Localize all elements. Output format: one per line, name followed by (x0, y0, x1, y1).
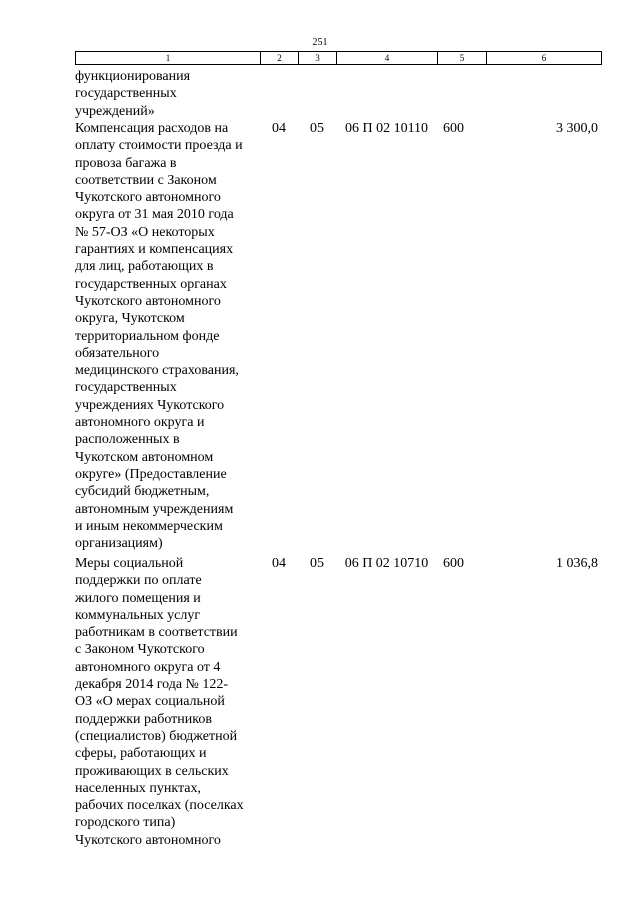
row-section: 04 (272, 556, 286, 571)
row-subsection: 05 (310, 556, 324, 571)
row-amount: 3 300,0 (556, 121, 598, 136)
row-expense-type: 600 (443, 121, 464, 136)
row-target-code (336, 68, 437, 120)
table-row (75, 555, 601, 849)
row-name: Меры социальной поддержки по оплате жилого помещения и коммунальных услуг работникам в соответствии с Законом Чукотского автономного округа от 4 декабря 2014 года № 122- ОЗ «О мерах социальной поддержки работников (специалистов) бюджетной сферы, работающих и проживающих в сельских населенных пунктах, рабочих поселках (поселках городского типа) Чукотского автономного (75, 556, 244, 848)
table-header (75, 51, 602, 65)
row-name: функционирования государственных учреждений» (75, 69, 191, 119)
row-subsection: 05 (310, 121, 324, 136)
header-col-4: 4 (337, 52, 438, 64)
table-row (75, 68, 601, 120)
row-amount: 1 036,8 (556, 556, 598, 571)
table-row (75, 120, 601, 552)
row-section (260, 68, 298, 120)
row-amount (486, 68, 601, 120)
page-number: 251 (312, 37, 328, 48)
row-subsection (298, 68, 336, 120)
row-expense-type (437, 68, 486, 120)
row-section: 04 (272, 121, 286, 136)
header-col-3: 3 (299, 52, 337, 64)
header-col-2: 2 (261, 52, 299, 64)
header-col-1: 1 (76, 52, 261, 64)
row-expense-type: 600 (443, 556, 464, 571)
row-target-code: 06 П 02 10710 (344, 556, 429, 571)
row-target-code: 06 П 02 10110 (344, 121, 429, 136)
header-col-6: 6 (487, 52, 602, 64)
row-name: Компенсация расходов на оплату стоимости проезда и провоза багажа в соответствии с Законом Чукотского автономного округа от 31 мая 2010 года № 57-ОЗ «О некоторых гарантиях и компенсациях для лиц, работающих в государственных органах Чукотского автономного округа, Чукотском территориальном фонде обязательного медицинского страхования, государственных учреждениях Чукотского автономного округа и расположенных в Чукотском автономном округе» (Предоставление субсидий бюджетным, автономным учреждениям и иным некоммерческим организациям) (75, 121, 243, 552)
header-col-5: 5 (438, 52, 487, 64)
